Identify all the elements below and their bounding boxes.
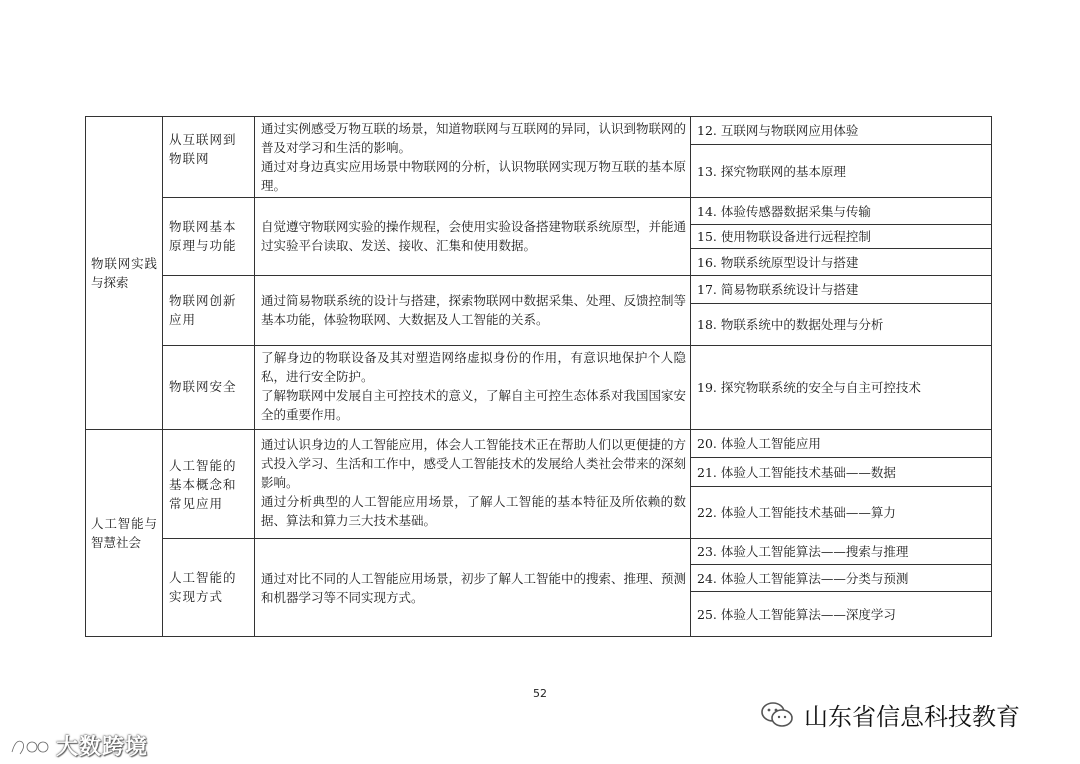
submodule-name: 物联网创新应用 — [169, 293, 237, 327]
submodule-name: 从互联网到物联网 — [169, 132, 237, 166]
activity-item: 20. 体验人工智能应用 — [697, 436, 821, 451]
activity-item: 19. 探究物联系统的安全与自主可控技术 — [697, 380, 921, 395]
watermark-right-text: 山东省信息科技教育 — [804, 703, 1020, 731]
requirement-text: 通过实例感受万物互联的场景，知道物联网与互联网的异同，认识到物联网的普及对学习和生活的影响。 通过对身边真实应用场景中物联网的分析，认识物联网实现万物互联的基本原理。 — [261, 121, 687, 193]
activity-item: 16. 物联系统原型设计与搭建 — [697, 254, 859, 270]
requirement-text: 自觉遵守物联网实验的操作规程，会使用实验设备搭建物联系统原型，并能通过实验平台读取、发送、接收、汇集和使用数据。 — [261, 219, 687, 253]
watermark-left — [8, 730, 148, 761]
submodule-name: 物联网安全 — [169, 379, 237, 394]
watermark-right — [760, 697, 1020, 732]
activity-item: 23. 体验人工智能算法——搜索与推理 — [697, 544, 909, 559]
watermark-left-text: 大数跨境 — [56, 735, 149, 760]
activity-item: 21. 体验人工智能技术基础——数据 — [697, 464, 896, 480]
submodule-name: 人工智能的基本概念和常见应用 — [169, 458, 237, 511]
module-name: 物联网实践与探索 — [91, 256, 157, 290]
activity-item: 25. 体验人工智能算法——深度学习 — [697, 606, 896, 622]
activity-item: 22. 体验人工智能技术基础——算力 — [697, 505, 896, 520]
activity-item: 14. 体验传感器数据采集与传输 — [697, 203, 871, 219]
requirement-text: 通过认识身边的人工智能应用，体会人工智能技术正在帮助人们以更便捷的方式投入学习、生活和工作中，感受人工智能技术的发展给人类社会带来的深刻影响。 通过分析典型的人工智能应用场景，了解人工智能的基本特征及所依赖的数据、算法和算力三大技术基础。 — [261, 437, 687, 528]
activity-item: 24. 体验人工智能算法——分类与预测 — [697, 570, 909, 586]
activity-item: 18. 物联系统中的数据处理与分析 — [697, 317, 884, 332]
page-number: 52 — [533, 687, 547, 700]
activity-item: 12. 互联网与物联网应用体验 — [697, 123, 859, 138]
requirement-text: 通过对比不同的人工智能应用场景，初步了解人工智能中的搜索、推理、预测和机器学习等不同实现方式。 — [261, 571, 687, 605]
activity-item: 17. 简易物联系统设计与搭建 — [697, 282, 859, 297]
brand-logo-icon — [8, 732, 52, 760]
activity-item: 15. 使用物联设备进行远程控制 — [697, 229, 871, 244]
submodule-name: 物联网基本原理与功能 — [169, 219, 237, 253]
activity-item: 13. 探究物联网的基本原理 — [697, 163, 846, 179]
module-name: 人工智能与智慧社会 — [91, 516, 157, 550]
submodule-name: 人工智能的实现方式 — [169, 570, 237, 604]
wechat-icon — [760, 700, 794, 730]
requirement-text: 了解身边的物联设备及其对塑造网络虚拟身份的作用，有意识地保护个人隐私，进行安全防护。 了解物联网中发展自主可控技术的意义，了解自主可控生态体系对我国国家安全的重要作用。 — [261, 350, 687, 422]
requirement-text: 通过简易物联系统的设计与搭建，探索物联网中数据采集、处理、反馈控制等基本功能，体验物联网、大数据及人工智能的关系。 — [261, 293, 687, 327]
